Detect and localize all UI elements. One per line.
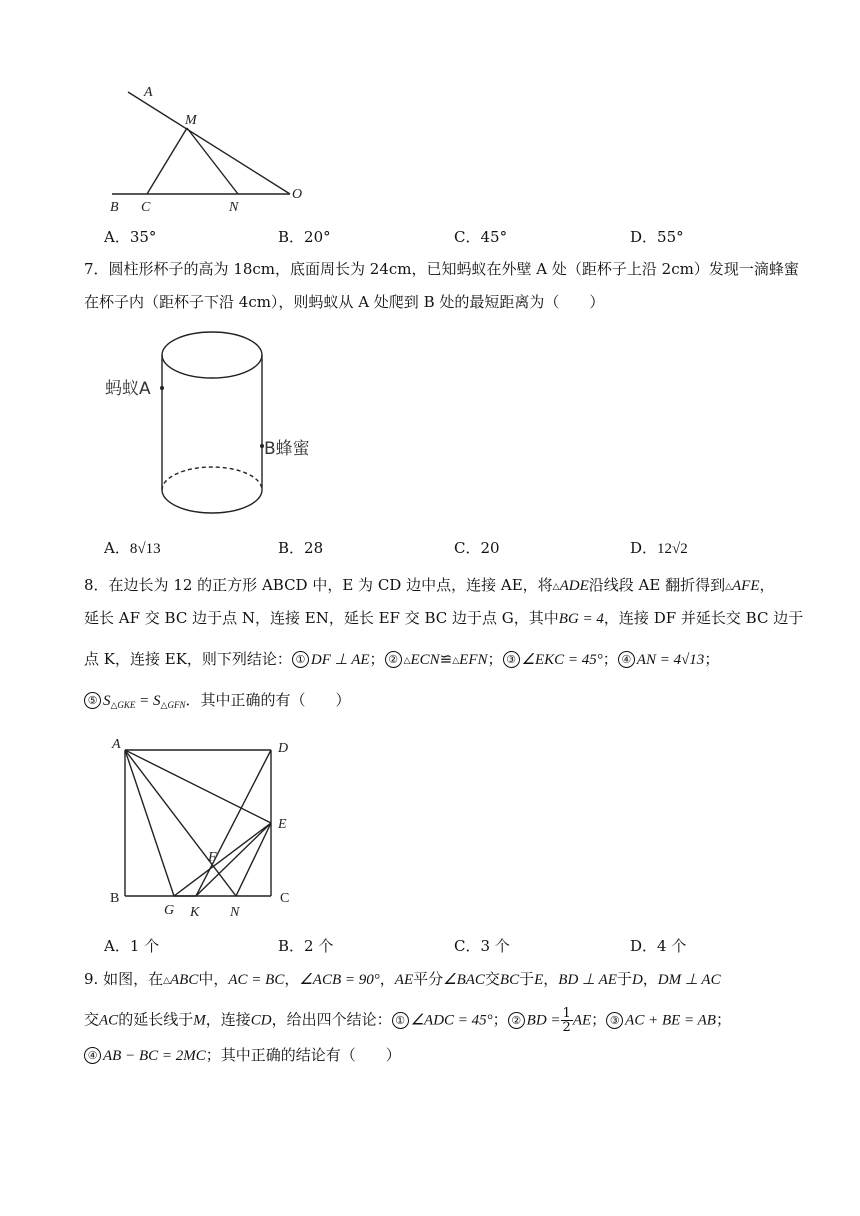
q9-line-1: 9. 如图，在△ABC中，AC = BC，∠ACB = 90°，AE平分∠BAC交BC于E，BD ⊥ AE于D，DM ⊥ AC <box>84 970 721 988</box>
segment-en <box>236 823 271 896</box>
q6-option-b[interactable]: B．20° <box>278 228 331 246</box>
q8-line-1: 8．在边长为 12 的正方形 ABCD 中，E 为 CD 边中点，连接 AE，将△ADE沿线段 AE 翻折得到△AFE， <box>84 576 775 594</box>
label-d: D <box>278 741 289 756</box>
q7-option-a[interactable]: A．8√13 <box>104 539 161 557</box>
label-b-honey: B蜂蜜 <box>264 439 310 459</box>
label-c: C <box>280 891 290 906</box>
label-o: O <box>292 187 303 202</box>
cylinder-bottom-front <box>162 490 262 513</box>
q6-option-c[interactable]: C．45° <box>454 228 508 246</box>
q7-cylinder-figure <box>100 320 340 530</box>
q9-line-3: ④ AB − BC = 2MC；其中正确的结论有（ ） <box>84 1045 401 1066</box>
q8-line-2: 延长 AF 交 BC 边于点 N，连接 EN，延长 EF 交 BC 边于点 G，其中BG = 4，连接 DF 并延长交 BC 边于 <box>84 609 804 627</box>
q6-option-d[interactable]: D．55° <box>630 228 684 246</box>
segment-ag <box>125 750 174 896</box>
q8-option-d[interactable]: D．4 个 <box>630 937 687 955</box>
label-e: E <box>278 817 287 832</box>
label-b: B <box>110 891 120 906</box>
label-m: M <box>185 113 197 128</box>
q6-figure <box>100 80 320 215</box>
label-b: B <box>110 200 119 215</box>
q8-option-b[interactable]: B．2 个 <box>278 937 334 955</box>
label-n: N <box>229 200 239 215</box>
point-a <box>160 386 164 390</box>
q9-number: 9 <box>84 970 94 988</box>
label-a: A <box>144 85 153 100</box>
label-k: K <box>190 905 200 920</box>
q7-number: 7 <box>84 260 94 278</box>
label-f: F <box>208 850 217 865</box>
q8-number: 8 <box>84 576 94 594</box>
q8-option-c[interactable]: C．3 个 <box>454 937 510 955</box>
label-a: A <box>112 737 121 752</box>
segment-dk <box>196 750 271 896</box>
segment-m-c <box>147 128 187 194</box>
q9-line-2: 交AC的延长线于M，连接CD，给出四个结论： ① ∠ADC = 45°； ② BD = $\frac{1}{2}$ AE； ③ AC + BE = AB； <box>84 1006 731 1035</box>
label-n: N <box>230 905 240 920</box>
cylinder-bottom-back <box>162 467 262 490</box>
cylinder-top <box>162 332 262 378</box>
q6-option-a[interactable]: A．35° <box>104 228 157 246</box>
q8-line-3: 点 K，连接 EK，则下列结论： ① DF ⊥ AE； ② △ECN≌△EFN； ③ ∠EKC = 45°； ④ AN = 4√13； <box>84 650 720 668</box>
segment-ae <box>125 750 271 823</box>
q8-square-figure <box>100 730 310 925</box>
label-ant-a: 蚂蚁A <box>105 379 151 399</box>
q7-line-2: 在杯子内（距杯子下沿 4cm），则蚂蚁从 A 处爬到 B 处的最短距离为（ ） <box>84 293 605 311</box>
q7-option-c[interactable]: C．20 <box>454 539 500 557</box>
q7-option-d[interactable]: D．12√2 <box>630 539 688 557</box>
label-c: C <box>141 200 151 215</box>
q7-line-1: 7．圆柱形杯子的高为 18cm，底面周长为 24cm，已知蚂蚁在外壁 A 处（距杯子上沿 2cm）发现一滴蜂蜜 <box>84 260 799 278</box>
label-g: G <box>164 903 175 918</box>
segment-m-n <box>187 128 238 194</box>
fraction-one-half: $\frac{1}{2}$ <box>562 1006 571 1035</box>
q7-option-b[interactable]: B．28 <box>278 539 324 557</box>
q8-line-4: ⑤ $S_{\triangle GKE} = S_{\triangle GFN}$．其中正确的有（ ） <box>84 690 350 716</box>
line-a-o <box>128 92 290 194</box>
q8-option-a[interactable]: A．1 个 <box>104 937 160 955</box>
